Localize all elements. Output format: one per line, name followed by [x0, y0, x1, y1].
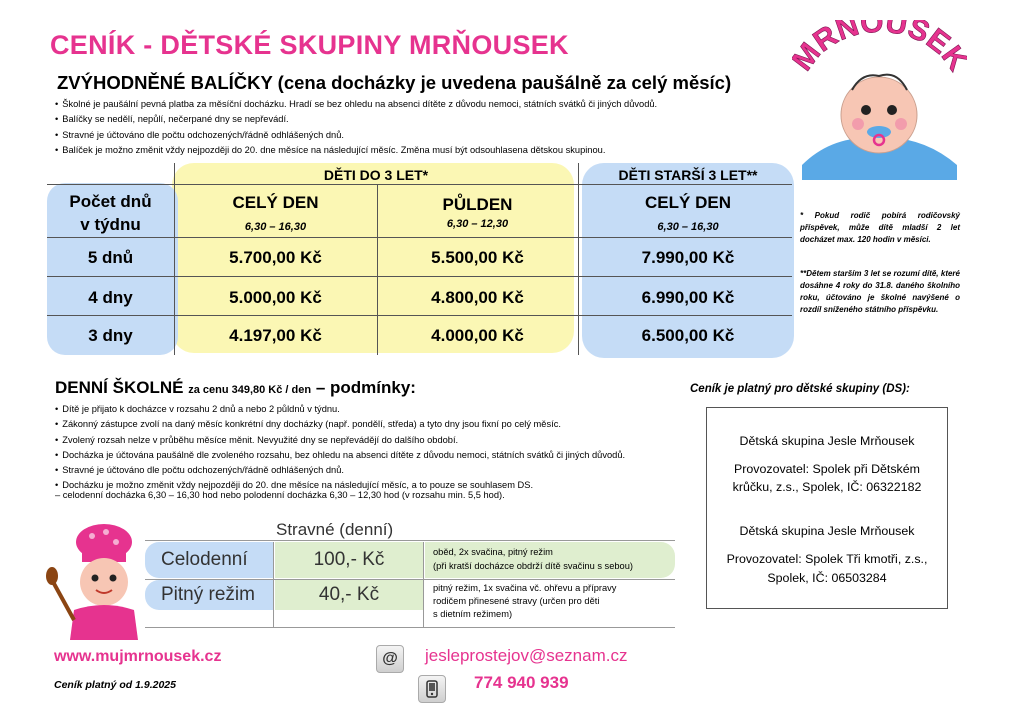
price-cell: 6.500,00 Kč	[641, 326, 735, 345]
group-under3-header: DĚTI DO 3 LET*	[323, 167, 429, 183]
email-icon: @	[376, 645, 404, 673]
meal-label-full: Celodenní	[145, 542, 273, 578]
price-cell: 5.000,00 Kč	[229, 288, 322, 307]
meal-desc-line: pitný režim, 1x svačina vč. ohřevu a přípravy	[433, 583, 617, 593]
meal-price-drink: 40,- Kč	[275, 580, 423, 610]
validity-box	[706, 407, 948, 609]
meal-desc-line: (při kratší docházce obdrží dítě svačinu s sebou)	[433, 561, 633, 571]
mobile-phone-icon	[426, 680, 438, 698]
logo-text: RŇOUSE	[807, 20, 957, 61]
rule-item: • Balíček je možno změnit vždy nejpozději do 20. dne měsíce na následující měsíc. Změna musí být odsouhlasena dětskou skupinou.	[55, 143, 657, 158]
rule-item: • Stravné je účtováno dle počtu odchozených/řádně odhlášených dnů.	[55, 463, 625, 478]
row-label: 3 dny	[88, 326, 133, 345]
packages-heading: ZVÝHODNĚNÉ BALÍČKY (cena docházky je uvedena paušálně za celý měsíc)	[57, 72, 732, 93]
ds1-name: Dětská skupina Jesle Mrňousek	[739, 434, 915, 448]
chef-baby-icon	[42, 520, 152, 640]
note-over3: **Dětem starším 3 let se rozumí dítě, které dosáhne 4 roky do 31.8. daného školního roku, účtováno je školné navýšené o rozdíl sníženého státního příspěvku.	[800, 269, 960, 314]
meals-title: Stravné (denní)	[276, 520, 394, 539]
table-line	[47, 237, 792, 238]
ds2-name: Dětská skupina Jesle Mrňousek	[739, 524, 915, 538]
baby-logo-icon	[792, 20, 967, 180]
table-line	[47, 315, 792, 316]
meal-desc-line: oběd, 2x svačina, pitný režim	[433, 547, 553, 557]
rule-item: • Docházka je účtována paušálně dle zvoleného rozsahu, bez ohledu na absenci dítěte z důvodu nemoci, státních svátků či jiných důvodů.	[55, 448, 625, 463]
table-line	[578, 163, 579, 355]
validity-heading: Ceník je platný pro dětské skupiny (DS):	[690, 383, 910, 395]
col-half-day: PŮLDEN	[442, 195, 513, 214]
daily-last-line: – celodenní docházka 6,30 – 16,30 hod nebo polodenní docházka 6,30 – 12,30 hod (v rozsahu min. 5,5 hod).	[55, 490, 505, 500]
ds1-operator: Provozovatel: Spolek při Dětském krůčku, z.s., Spolek, IČ: 06322182	[732, 462, 922, 494]
rule-item: • Zákonný zástupce zvolí na daný měsíc konkrétní dny docházky (např. pondělí, středa) a tyto dny jsou fixní po celý měsíc.	[55, 417, 625, 432]
meal-desc-line: rodičem přinesené stravy (určen pro děti	[433, 596, 600, 606]
row-header-week: v týdnu	[80, 215, 141, 234]
col-over3-full-day: CELÝ DEN	[645, 193, 731, 212]
rule-item: • Dítě je přijato k docházce v rozsahu 2 dnů a nebo 2 půldnů v týdnu.	[55, 402, 625, 417]
price-cell: 6.990,00 Kč	[641, 288, 735, 307]
email-link[interactable]: jesleprostejov@seznam.cz	[425, 646, 628, 665]
price-cell: 4.800,00 Kč	[431, 288, 524, 307]
col-full-day: CELÝ DEN	[232, 193, 319, 212]
meals-line	[145, 540, 675, 541]
daily-rules	[55, 402, 625, 494]
price-cell: 5.500,00 Kč	[431, 248, 524, 267]
svg-text:MRŇOUSEK	[792, 20, 967, 77]
rule-item: • Zvolený rozsah nelze v průběhu měsíce měnit. Nevyužité dny se nepřevádějí do dalšího období.	[55, 433, 625, 448]
price-cell: 4.197,00 Kč	[229, 326, 322, 345]
rule-item: • Balíčky se nedělí, nepůlí, nečerpané dny se nepřevádí.	[55, 112, 657, 127]
table-line	[47, 184, 792, 185]
meal-desc-drink	[425, 580, 675, 627]
col-over3-hours: 6,30 – 16,30	[657, 221, 719, 233]
chef-illustration	[42, 520, 152, 640]
daily-heading-main: DENNÍ ŠKOLNÉ	[55, 378, 184, 397]
page-title: CENÍK - DĚTSKÉ SKUPINY MRŇOUSEK	[50, 30, 569, 60]
website-link[interactable]: www.mujmrnousek.cz	[54, 648, 222, 665]
col-full-day-hours: 6,30 – 16,30	[244, 221, 307, 233]
valid-from: Ceník platný od 1.9.2025	[54, 679, 176, 691]
rule-item: • Stravné je účtováno dle počtu odchozených/řádně odhlášených dnů.	[55, 128, 657, 143]
row-label: 5 dnů	[87, 248, 134, 267]
meals-line	[423, 542, 424, 627]
row-header-days: Počet dnů	[69, 192, 152, 211]
meal-desc-full	[425, 542, 675, 578]
rule-item: • Školné je paušální pevná platba za měsíční docházku. Hradí se bez ohledu na absenci dítěte z důvodu nemoci, státních svátků či jiných důvodů.	[55, 97, 657, 112]
meal-price-full: 100,- Kč	[275, 542, 423, 578]
meals-line	[273, 542, 274, 627]
rule-item: • Docházku je možno změnit vždy nejpozději do 20. dne měsíce na následující měsíc, a to pouze se souhlasem DS.	[55, 478, 625, 493]
meals-line	[145, 627, 675, 628]
meal-desc-line: s dietním režimem)	[433, 609, 513, 619]
price-cell: 4.000,00 Kč	[431, 326, 524, 345]
daily-heading-price: za cenu 349,80 Kč / den	[188, 384, 312, 396]
row-label: 4 dny	[88, 288, 133, 307]
group-over3-header: DĚTI STARŠÍ 3 LET**	[618, 167, 758, 183]
price-cell: 5.700,00 Kč	[229, 248, 322, 267]
col-half-day-hours: 6,30 – 12,30	[446, 218, 509, 230]
daily-heading-suffix: – podmínky:	[315, 378, 416, 397]
packages-rules	[55, 97, 657, 158]
logo	[792, 20, 967, 180]
table-line	[47, 276, 792, 277]
meal-label-drink: Pitný režim	[145, 580, 273, 610]
phone-icon	[418, 675, 446, 703]
daily-heading	[55, 378, 416, 398]
note-under3: * Pokud rodič pobírá rodičovský příspěvek, může dítě mladší 2 let docházet max. 120 hodin v měsíci.	[800, 211, 960, 244]
ds2-operator: Provozovatel: Spolek Tři kmotři, z.s., Spolek, IČ: 06503284	[726, 552, 928, 585]
phone-number[interactable]: 774 940 939	[474, 673, 569, 692]
price-cell: 7.990,00 Kč	[641, 248, 735, 267]
